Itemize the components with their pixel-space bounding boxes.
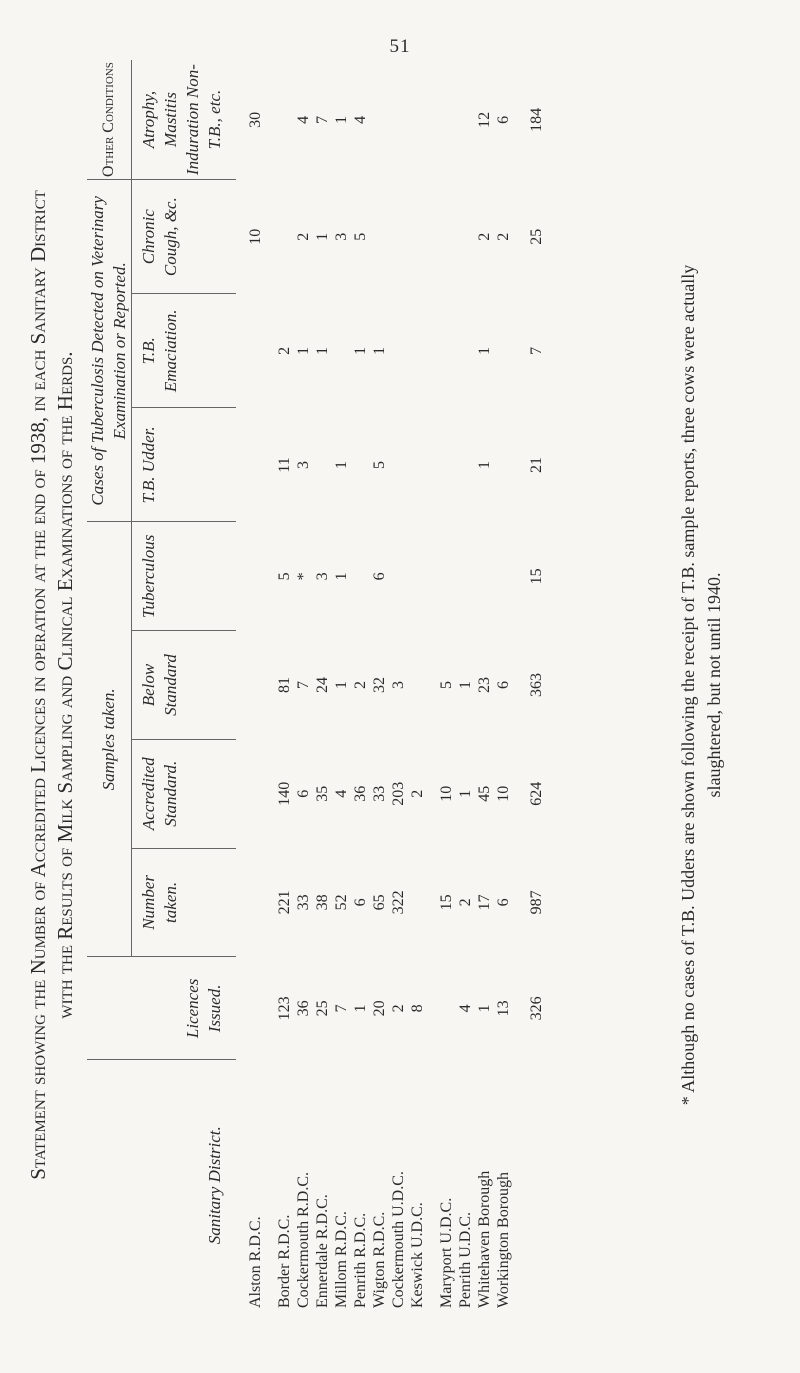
tuberculous-cell: 6 [371, 572, 388, 581]
table-row [370, 60, 389, 1310]
below-standard-cell: 3 [390, 681, 407, 690]
header-samples-group: Samples taken. [87, 522, 132, 957]
header-tb-emaciation: T.B. Emaciation. [132, 294, 237, 408]
title-line-1: Statement showing the Number of Accredited Licences in operation at the end of 1938, in each Sanitary District [26, 190, 50, 1180]
other-conditions-cell: 4 [352, 115, 369, 124]
tb-udder-cell [351, 408, 370, 522]
below-standard-cell [408, 631, 427, 740]
district-name: Cockermouth R.D.C. [295, 1172, 312, 1308]
page-number: 51 [389, 36, 411, 57]
tb-udder-cell: 1 [476, 460, 493, 469]
other-conditions-cell [275, 60, 294, 180]
tb-udder-cell [408, 408, 427, 522]
below-standard-cell [246, 631, 265, 740]
number-taken-cell [246, 848, 265, 957]
district-name: Keswick U.D.C. [409, 1202, 426, 1308]
other-conditions-cell [370, 60, 389, 180]
chronic-cough-cell [275, 180, 294, 294]
tb-udder-cell: 11 [276, 457, 293, 473]
header-cases-group: Cases of Tuberculosis Detected on Veterinary Examination or Reported. [87, 180, 132, 522]
below-standard-cell: 6 [495, 681, 512, 690]
chronic-cough-cell [370, 180, 389, 294]
total-accredited-cell: 624 [528, 781, 545, 806]
below-standard-cell: 7 [295, 681, 312, 690]
number-taken-cell: 322 [390, 890, 407, 915]
footnote-line-2: slaughtered, but not until 1940. [704, 572, 724, 798]
header-district: Sanitary District. [87, 1060, 236, 1310]
below-standard-cell: 5 [438, 681, 455, 690]
accredited-cell: 6 [295, 789, 312, 798]
accredited-cell: 10 [438, 785, 455, 802]
other-conditions-cell: 1 [333, 115, 350, 124]
tb-emaciation-cell [456, 294, 475, 408]
accredited-cell: 35 [314, 785, 331, 802]
number-taken-cell: 2 [457, 898, 474, 907]
licences-cell: 36 [295, 1000, 312, 1017]
licences-cell: 8 [409, 1004, 426, 1013]
rotated-sheet [25, 60, 775, 1310]
licences-cell: 20 [371, 1000, 388, 1017]
tb-udder-cell: 1 [333, 460, 350, 469]
other-conditions-cell [408, 60, 427, 180]
licences-cell: 25 [314, 1000, 331, 1017]
licences-cell: 123 [276, 996, 293, 1021]
tb-emaciation-cell [389, 294, 408, 408]
table-row [475, 60, 494, 1310]
number-taken-cell: 15 [438, 894, 455, 911]
chronic-cough-cell: 1 [314, 232, 331, 241]
below-standard-cell: 1 [457, 681, 474, 690]
tuberculous-cell [437, 522, 456, 631]
table-row [332, 60, 351, 1310]
chronic-cough-cell [456, 180, 475, 294]
header-tuberculous: Tuberculous [132, 522, 237, 631]
total-below-standard-cell: 363 [528, 673, 545, 698]
chronic-cough-cell: 2 [476, 232, 493, 241]
table-row [437, 60, 456, 1310]
tuberculous-cell [294, 522, 313, 631]
accredited-cell: 45 [476, 785, 493, 802]
chronic-cough-cell: 3 [333, 232, 350, 241]
header-chronic-cough: Chronic Cough, &c. [132, 180, 237, 294]
tb-emaciation-cell: 1 [352, 346, 369, 355]
other-conditions-cell: 4 [295, 115, 312, 124]
accredited-cell: 36 [352, 785, 369, 802]
district-name: Millom R.D.C. [333, 1211, 350, 1308]
tb-emaciation-cell: 1 [371, 346, 388, 355]
district-name: Alston R.D.C. [247, 1216, 264, 1308]
tb-emaciation-cell: 1 [314, 346, 331, 355]
footnote-marker: * [295, 572, 312, 581]
table-row [294, 60, 313, 1310]
tuberculous-cell [456, 522, 475, 631]
licences-cell: 7 [333, 1004, 350, 1013]
total-tb-emaciation-cell: 7 [528, 346, 545, 355]
district-name: Wigton R.D.C. [371, 1211, 388, 1308]
below-standard-cell: 2 [352, 681, 369, 690]
header-other-group: Other Conditions [87, 60, 132, 180]
footnote-line-1: * Although no cases of T.B. Udders are shown following the receipt of T.B. sample reports, three cows were actually [678, 264, 698, 1106]
licences-cell [246, 957, 265, 1060]
accredited-cell [246, 739, 265, 848]
table-body [236, 60, 546, 1310]
other-conditions-cell: 30 [247, 111, 264, 128]
number-taken-cell: 6 [495, 898, 512, 907]
tb-udder-cell [246, 408, 265, 522]
total-chronic-cough-cell: 25 [528, 228, 545, 245]
tuberculous-cell [475, 522, 494, 631]
total-number-taken-cell: 987 [528, 890, 545, 915]
table-row [408, 60, 427, 1310]
table-row [275, 60, 294, 1310]
tuberculous-cell: 3 [314, 572, 331, 581]
tb-udder-cell: 5 [371, 460, 388, 469]
chronic-cough-cell [408, 180, 427, 294]
tb-udder-cell [437, 408, 456, 522]
totals-spacer [513, 1060, 546, 1310]
chronic-cough-cell [389, 180, 408, 294]
tuberculous-cell [246, 522, 265, 631]
district-name: Workington Borough [495, 1171, 512, 1308]
accredited-cell: 33 [371, 785, 388, 802]
accredited-cell: 2 [409, 789, 426, 798]
table-row [246, 60, 265, 1310]
district-name: Ennerdale R.D.C. [314, 1194, 331, 1308]
accredited-cell: 4 [333, 789, 350, 798]
tuberculous-cell [408, 522, 427, 631]
number-taken-cell [408, 848, 427, 957]
header-number-taken: Number taken. [132, 848, 237, 957]
document-title [25, 60, 79, 1310]
district-name: Penrith U.D.C. [457, 1212, 474, 1308]
accredited-cell: 10 [495, 785, 512, 802]
header-licences: Licences Issued. [87, 957, 236, 1060]
table-row [351, 60, 370, 1310]
tuberculous-cell: 1 [333, 572, 350, 581]
chronic-cough-cell: 10 [247, 228, 264, 245]
below-standard-cell: 32 [371, 677, 388, 694]
licences-cell [437, 957, 456, 1060]
accredited-cell: 140 [276, 781, 293, 806]
tb-emaciation-cell [408, 294, 427, 408]
number-taken-cell: 33 [295, 894, 312, 911]
header-accredited: Accredited Standard. [132, 739, 237, 848]
licences-cell: 1 [352, 1004, 369, 1013]
other-conditions-cell: 12 [476, 111, 493, 128]
header-atrophy: Atrophy, Mastitis Induration Non-T.B., etc. [139, 64, 224, 176]
number-taken-cell: 6 [352, 898, 369, 907]
licences-cell: 4 [457, 1004, 474, 1013]
tb-emaciation-cell [246, 294, 265, 408]
statistics-table [87, 60, 546, 1310]
licences-cell: 1 [476, 1004, 493, 1013]
chronic-cough-cell: 2 [495, 232, 512, 241]
tb-udder-cell [456, 408, 475, 522]
table-row [494, 60, 513, 1310]
tb-udder-cell [313, 408, 332, 522]
district-name: Cockermouth U.D.C. [390, 1171, 407, 1308]
number-taken-cell: 17 [476, 894, 493, 911]
other-conditions-cell: 7 [314, 115, 331, 124]
chronic-cough-cell: 5 [352, 232, 369, 241]
district-name: Maryport U.D.C. [438, 1197, 455, 1308]
other-conditions-cell [389, 60, 408, 180]
below-standard-cell: 1 [333, 681, 350, 690]
below-standard-cell: 23 [476, 677, 493, 694]
number-taken-cell: 38 [314, 894, 331, 911]
accredited-cell: 1 [457, 789, 474, 798]
other-conditions-cell: 6 [495, 115, 512, 124]
licences-cell: 13 [495, 1000, 512, 1017]
accredited-cell: 203 [390, 781, 407, 806]
district-name: Penrith R.D.C. [352, 1212, 369, 1308]
total-tb-udder-cell: 21 [528, 456, 545, 473]
footnote [675, 60, 727, 1310]
tb-udder-cell [389, 408, 408, 522]
licences-cell: 2 [390, 1004, 407, 1013]
tuberculous-cell: 5 [276, 572, 293, 581]
tb-emaciation-cell [332, 294, 351, 408]
tuberculous-cell [351, 522, 370, 631]
total-tuberculous-cell: 15 [528, 568, 545, 585]
chronic-cough-cell [437, 180, 456, 294]
tb-emaciation-cell: 1 [295, 346, 312, 355]
title-line-2: with the Results of Milk Sampling and Clinical Examinations of the Herds. [53, 351, 77, 1019]
below-standard-cell: 81 [276, 677, 293, 694]
tb-emaciation-cell: 2 [276, 346, 293, 355]
tb-udder-cell [494, 408, 513, 522]
totals-row [513, 60, 546, 1310]
header-tb-udder: T.B. Udder. [132, 408, 237, 522]
table-row [456, 60, 475, 1310]
tuberculous-cell [389, 522, 408, 631]
tb-emaciation-cell [494, 294, 513, 408]
header-group-row [87, 60, 132, 1310]
header-below-standard: Below Standard [132, 631, 237, 740]
table-row [389, 60, 408, 1310]
table-row [313, 60, 332, 1310]
total-licences-cell: 326 [528, 996, 545, 1021]
tuberculous-cell [494, 522, 513, 631]
number-taken-cell: 65 [371, 894, 388, 911]
other-conditions-cell [456, 60, 475, 180]
other-conditions-cell [437, 60, 456, 180]
tb-udder-cell: 3 [295, 460, 312, 469]
district-name: Whitehaven Borough [476, 1170, 493, 1308]
tb-emaciation-cell: 1 [476, 346, 493, 355]
number-taken-cell: 52 [333, 894, 350, 911]
tb-emaciation-cell [437, 294, 456, 408]
total-other-conditions-cell: 184 [528, 107, 545, 132]
district-name: Border R.D.C. [276, 1214, 293, 1308]
below-standard-cell: 24 [314, 677, 331, 694]
number-taken-cell: 221 [276, 890, 293, 915]
chronic-cough-cell: 2 [295, 232, 312, 241]
